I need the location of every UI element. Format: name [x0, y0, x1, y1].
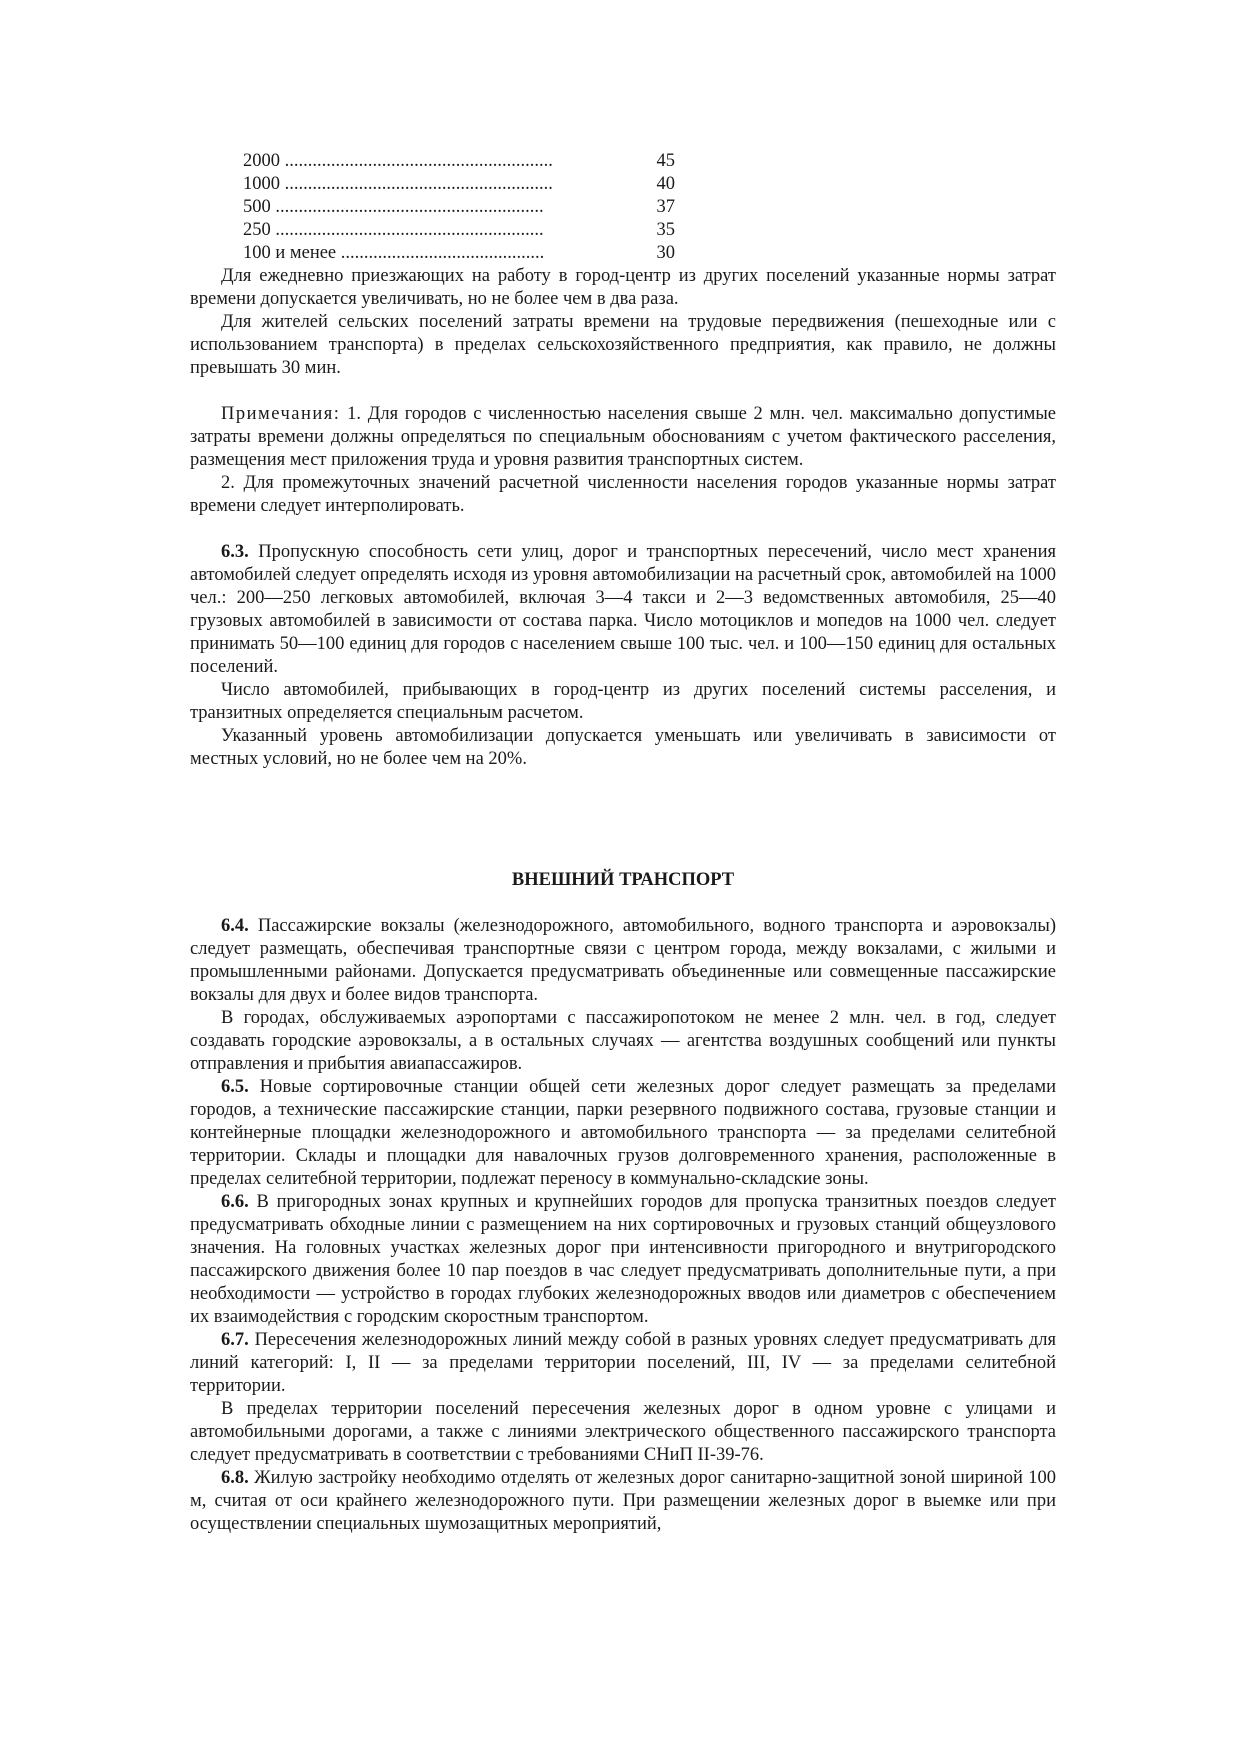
- minutes-cell: 35: [656, 220, 675, 240]
- minutes-cell: 30: [656, 243, 675, 263]
- clause-text: Пассажирские вокзалы (железнодорожного, автомобильного, водного транспорта и аэровокзалы) следует размещать, обеспечивая транспортные связи с центром города, между вокзалами, с жилыми и промышленными районами. Допускается предусматривать объединенные или совмещенные пассажирские вокзалы для двух и более видов транспорта.: [190, 916, 1056, 1005]
- clause-text: Жилую застройку необходимо отделять от железных дорог санитарно-защитной зоной шириной 100 м, считая от оси крайнего железнодорожного пути. При размещении железных дорог в выемке или при осуществлении специальных шумозащитных мероприятий,: [190, 1468, 1056, 1534]
- minutes-cell: 40: [656, 174, 675, 194]
- paragraph-rural: Для жителей сельских поселений затраты времени на трудовые передвижения (пешеходные или с использованием транспорта) в пределах сельскохозяйственного предприятия, как правило, не должны превышать 30 мин.: [190, 312, 1056, 378]
- clause-6-3-para-3: Указанный уровень автомобилизации допускается уменьшать или увеличивать в зависимости от местных условий, но не более чем на 20%.: [190, 726, 1056, 769]
- table-row: [243, 196, 675, 219]
- clause-number: 6.7.: [221, 1330, 249, 1350]
- clause-6-4-para-2: В городах, обслуживаемых аэропортами с пассажиропотоком не менее 2 млн. чел. в год, следует создавать городские аэровокзалы, а в остальных случаях — агентства воздушных сообщений или пункты отправления и прибытия авиапассажиров.: [190, 1008, 1056, 1074]
- minutes-cell: 37: [656, 197, 675, 217]
- population-cell: 100 и менее ............................................: [243, 243, 545, 263]
- clause-6-3: [190, 541, 1056, 679]
- section-title: ВНЕШНИЙ ТРАНСПОРТ: [511, 870, 735, 890]
- clause-6-6: [190, 1191, 1056, 1329]
- spacer: [190, 892, 1056, 915]
- spacer: [190, 518, 1056, 541]
- document-page: [190, 150, 1056, 1536]
- table-row: [243, 219, 675, 242]
- clause-text: Новые сортировочные станции общей сети железных дорог следует размещать за пределами городов, а технические пассажирские станции, парки резервного подвижного состава, грузовые станции и контейнерные площадки железнодорожного и автомобильного транспорта — за пределами селитебной территории. Склады и площадки для навалочных грузов долговременного хранения, расположенные в пределах селитебной территории, подлежат переносу в коммунально-складские зоны.: [190, 1077, 1056, 1189]
- clause-number: 6.5.: [221, 1077, 249, 1097]
- clause-number: 6.4.: [221, 916, 249, 936]
- clause-6-3-para-2: Число автомобилей, прибывающих в город-центр из других поселений системы расселения, и транзитных определяется специальным расчетом.: [190, 680, 1056, 723]
- clause-text: В пригородных зонах крупных и крупнейших городов для пропуска транзитных поездов следует предусматривать обходные линии с размещением на них сортировочных и грузовых станций общеузлового значения. На головных участках железных дорог при интенсивности пригородного и внутригородского пассажирского движения более 10 пар поездов в час следует предусматривать дополнительные пути, а при необходимости — устройство в городах глубоких железнодорожных вводов или диаметров с обеспечением их взаимодействия с городским скоростным транспортом.: [190, 1192, 1056, 1327]
- table-row: [243, 150, 675, 173]
- population-cell: 1000 ..........................................................: [243, 174, 553, 194]
- clause-6-7: [190, 1329, 1056, 1398]
- paragraph-commuters: Для ежедневно приезжающих на работу в город-центр из других поселений указанные нормы затрат времени допускается увеличивать, но не более чем в два раза.: [190, 266, 1056, 309]
- time-norms-table: [243, 150, 675, 265]
- clause-6-7-para-2: В пределах территории поселений пересечения железных дорог в одном уровне с улицами и автомобильными дорогами, а также с линиями электрического общественного пассажирского транспорта следует предусматривать в соответствии с требованиями СНиП II-39-76.: [190, 1399, 1056, 1465]
- clause-text: Пропускную способность сети улиц, дорог и транспортных пересечений, число мест хранения автомобилей следует определять исходя из уровня автомобилизации на расчетный срок, автомобилей на 1000 чел.: 200—250 легковых автомобилей, включая 3—4 такси и 2—3 ведомственных автомобиля, 25—40 грузовых автомобилей в зависимости от состава парка. Число мотоциклов и мопедов на 1000 чел. следует принимать 50—100 единиц для городов с населением свыше 100 тыс. чел. и 100—150 единиц для остальных поселений.: [190, 542, 1056, 677]
- table-row: [243, 242, 675, 265]
- minutes-cell: 45: [656, 151, 675, 171]
- note-1-text: 1. Для городов с численностью населения свыше 2 млн. чел. максимально допустимые затраты времени должны определяться по специальным обоснованиям с учетом фактического расселения, размещения мест приложения труда и уровня развития транспортных систем.: [190, 404, 1056, 470]
- population-cell: 2000 ..........................................................: [243, 151, 553, 171]
- notes-label: Примечания:: [221, 404, 341, 424]
- population-cell: 500 ..........................................................: [243, 197, 544, 217]
- note-1: [190, 403, 1056, 472]
- table-row: [243, 173, 675, 196]
- clause-text: Пересечения железнодорожных линий между собой в разных уровнях следует предусматривать для линий категорий: I, II — за пределами территории поселений, III, IV — за пределами селитебной территории.: [190, 1330, 1056, 1396]
- clause-number: 6.8.: [221, 1468, 249, 1488]
- spacer: [190, 771, 1056, 869]
- clause-number: 6.3.: [221, 542, 249, 562]
- clause-6-8: [190, 1467, 1056, 1536]
- clause-6-5: [190, 1076, 1056, 1191]
- spacer: [190, 380, 1056, 403]
- clause-6-4: [190, 915, 1056, 1007]
- note-2: 2. Для промежуточных значений расчетной численности населения городов указанные нормы затрат времени следует интерполировать.: [190, 473, 1056, 516]
- population-cell: 250 ..........................................................: [243, 220, 544, 240]
- clause-number: 6.6.: [221, 1192, 249, 1212]
